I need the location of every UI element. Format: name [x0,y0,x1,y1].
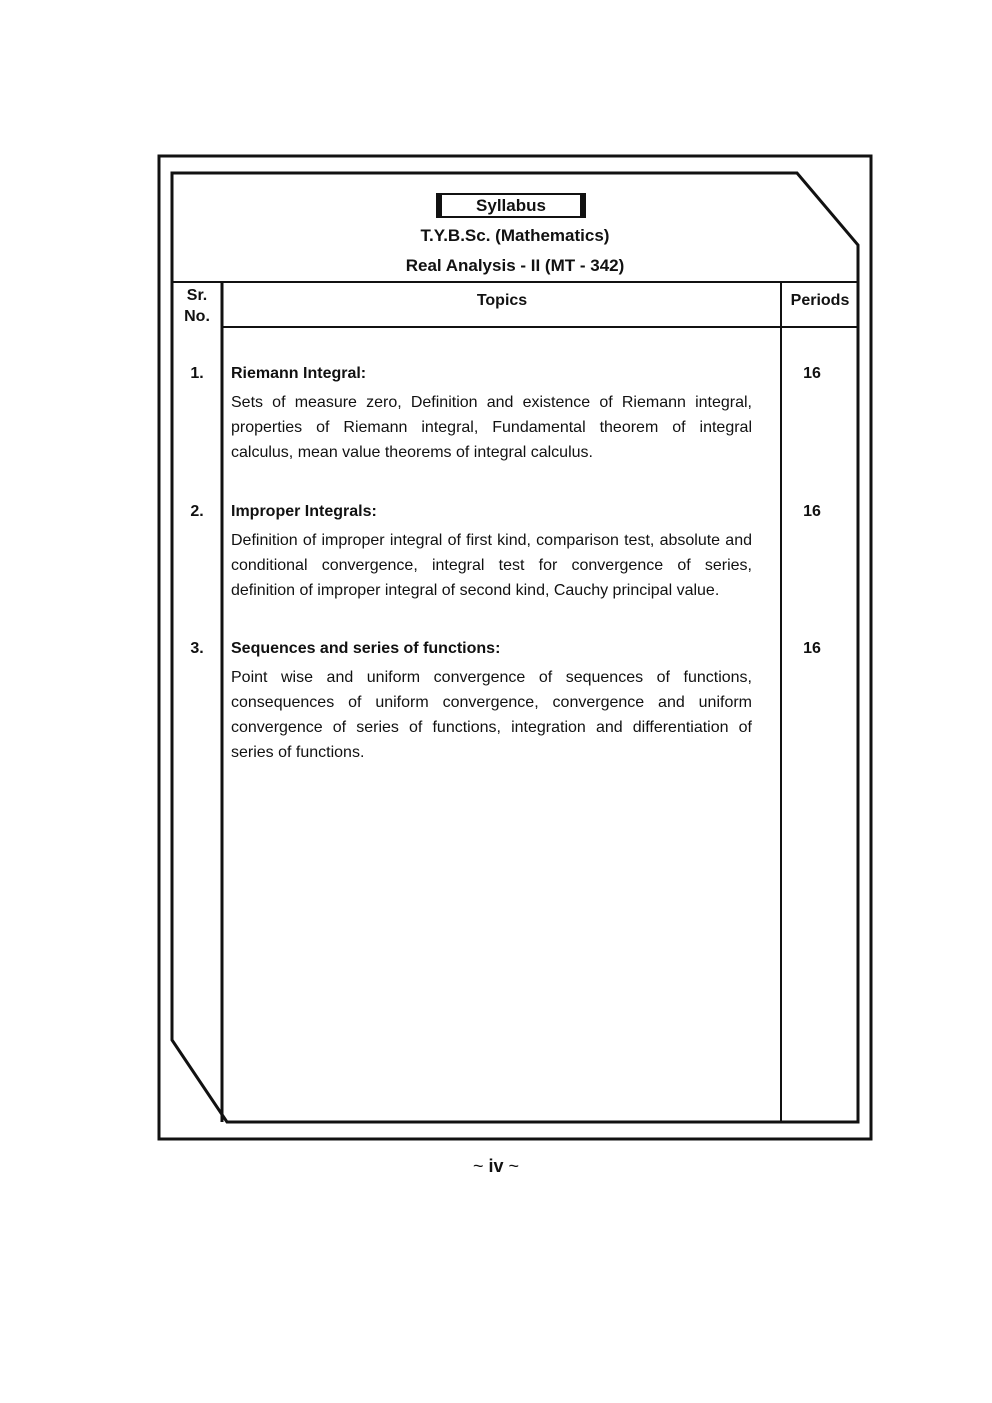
row-2-periods: 16 [803,503,821,520]
row-2-title: Improper Integrals: [231,503,377,520]
page-footer [0,1156,992,1177]
row-2-number: 2. [190,503,204,520]
row-3-title: Sequences and series of functions: [231,640,501,657]
row-2-body: Definition of improper integral of first kind, comparison test, absolute and conditional convergence, integral test for convergence of series, definition of improper integral of second kind, Cauchy principal value. [231,532,752,599]
row-1-periods: 16 [803,365,821,382]
paper-title: Real Analysis - II (MT - 342) [405,256,625,275]
syllabus-badge: Syllabus [436,193,586,218]
row-1-number: 1. [190,365,204,382]
tilde-right: ~ [508,1156,520,1176]
sr-header-line1: Sr. [186,287,208,304]
periods-header: Periods [790,292,850,309]
tilde-left: ~ [472,1156,484,1176]
topics-header: Topics [476,292,528,309]
sr-header-line2: No. [184,308,210,325]
row-1-title: Riemann Integral: [231,365,367,382]
row-3-number: 3. [190,640,204,657]
sr-no-header [174,285,220,327]
row-1-body: Sets of measure zero, Definition and existence of Riemann integral, properties of Riemann integral, Fundamental theorem of integral calculus, mean value theorems of integral calculus. [231,394,752,461]
row-3-body: Point wise and uniform convergence of sequences of functions, consequences of uniform convergence, convergence and uniform convergence of series of functions, integration and differentiation of series of functions. [231,669,752,761]
course-title: T.Y.B.Sc. (Mathematics) [420,226,610,245]
row-3-periods: 16 [803,640,821,657]
page-number: iv [488,1156,504,1176]
